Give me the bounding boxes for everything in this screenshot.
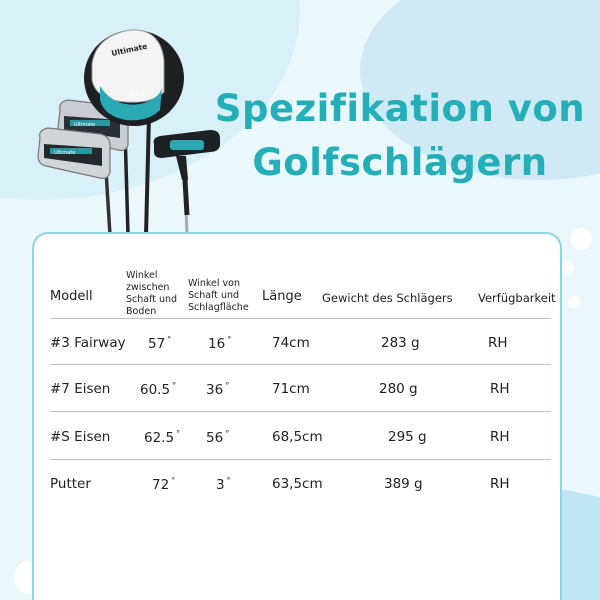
header-length: Länge bbox=[262, 289, 302, 304]
table-divider bbox=[50, 318, 551, 319]
iron-brand-text: Ultimate bbox=[54, 150, 76, 156]
cell-lie-angle: 72 ° bbox=[152, 476, 176, 493]
cell-loft-angle: 56 ° bbox=[206, 429, 230, 446]
cell-availability: RH bbox=[488, 335, 508, 351]
cell-availability: RH bbox=[490, 429, 510, 445]
header-availability: Verfügbarkeit bbox=[478, 291, 556, 305]
table-row bbox=[34, 414, 560, 461]
header-loft-angle: Winkel von Schaft und Schlagfläche bbox=[188, 278, 249, 313]
fairway-wood-head bbox=[84, 30, 184, 126]
table-header-row bbox=[34, 234, 560, 320]
decorative-bubble bbox=[570, 228, 592, 250]
cell-loft-angle: 36 ° bbox=[206, 381, 230, 398]
specification-table-card bbox=[32, 232, 562, 600]
table-row bbox=[34, 366, 560, 413]
title-line-1: Spezifikation von bbox=[214, 87, 586, 130]
cell-length: 74cm bbox=[272, 335, 310, 351]
page-title bbox=[200, 82, 600, 190]
cell-loft-angle: 16 ° bbox=[208, 335, 232, 352]
cell-weight: 280 g bbox=[379, 381, 418, 397]
header-model: Modell bbox=[50, 289, 93, 304]
cell-model: Putter bbox=[50, 476, 91, 492]
cell-lie-angle: 62.5 ° bbox=[144, 429, 181, 446]
table-divider bbox=[50, 364, 551, 365]
iron-brand-text: Ultimate bbox=[74, 122, 96, 128]
cell-model: #S Eisen bbox=[50, 429, 111, 445]
header-lie-angle: Winkel zwischen Schaft und Boden bbox=[126, 270, 178, 317]
cell-length: 68,5cm bbox=[272, 429, 323, 445]
header-weight: Gewicht des Schlägers bbox=[322, 291, 453, 305]
table-divider bbox=[50, 411, 551, 412]
table-divider bbox=[50, 459, 551, 460]
cell-availability: RH bbox=[490, 476, 510, 492]
decorative-bubble bbox=[562, 262, 574, 274]
table-row bbox=[34, 461, 560, 508]
cell-model: #3 Fairway bbox=[50, 335, 126, 351]
cell-weight: 295 g bbox=[388, 429, 427, 445]
cell-weight: 389 g bbox=[384, 476, 423, 492]
title-line-2: Golfschlägern bbox=[252, 141, 548, 184]
iron-club-front bbox=[38, 128, 110, 178]
cell-length: 71cm bbox=[272, 381, 310, 397]
cell-loft-angle: 3 ° bbox=[216, 476, 231, 493]
driver-rim-text: RUN UU bbox=[130, 92, 146, 97]
cell-availability: RH bbox=[490, 381, 510, 397]
cell-lie-angle: 57 ° bbox=[148, 335, 172, 352]
decorative-bubble bbox=[568, 296, 580, 308]
cell-length: 63,5cm bbox=[272, 476, 323, 492]
cell-model: #7 Eisen bbox=[50, 381, 111, 397]
cell-weight: 283 g bbox=[381, 335, 420, 351]
table-row bbox=[34, 320, 560, 367]
cell-lie-angle: 60.5 ° bbox=[140, 381, 177, 398]
driver-brand-text: Ultimate bbox=[110, 41, 148, 58]
